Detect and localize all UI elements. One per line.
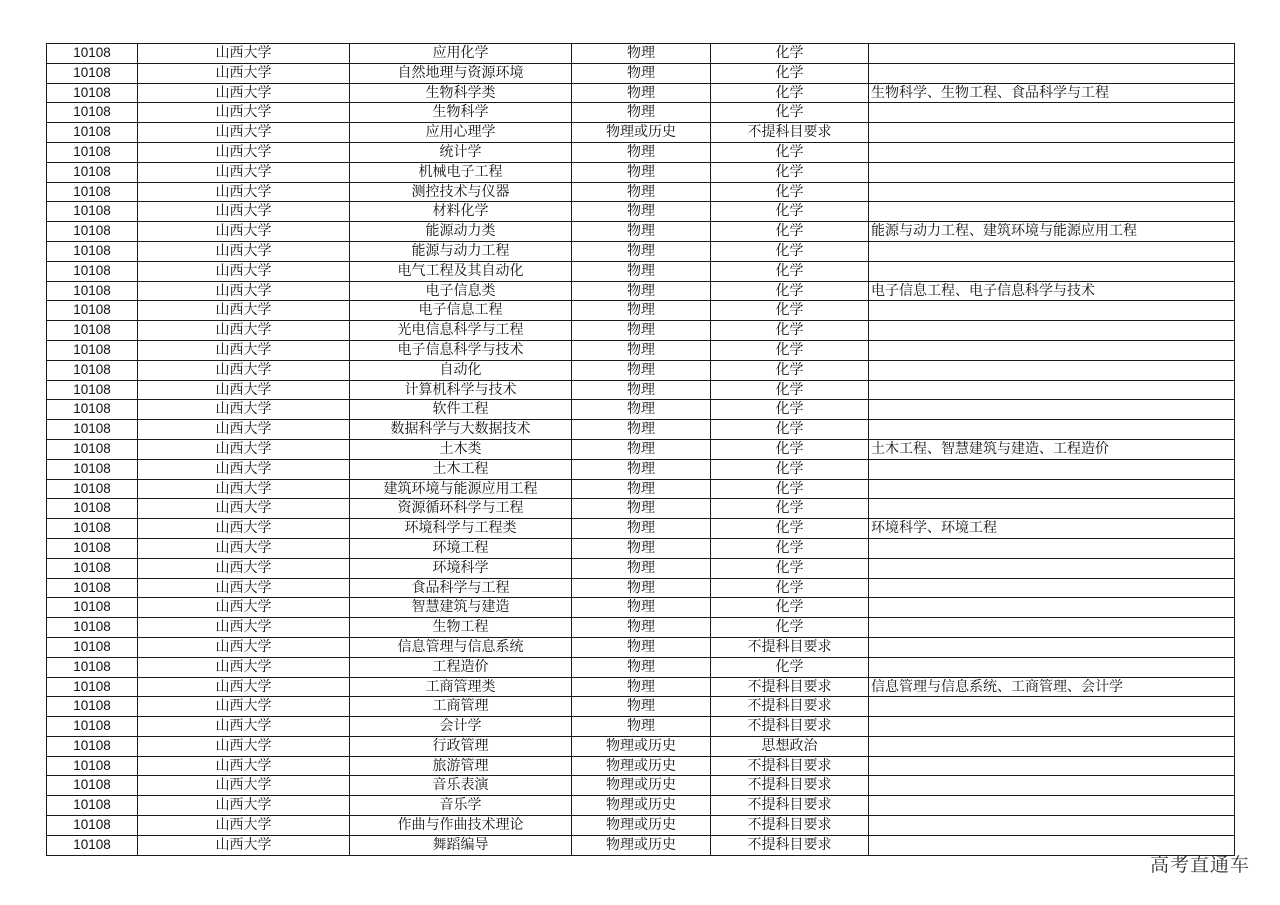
school-code-cell: 10108 [47,123,138,143]
second-subject-cell: 化学 [711,162,869,182]
second-subject-cell: 化学 [711,657,869,677]
first-subject-cell: 物理 [572,400,711,420]
included-majors-cell [869,618,1235,638]
second-subject-cell: 化学 [711,340,869,360]
major-name-cell: 数据科学与大数据技术 [350,420,572,440]
second-subject-cell: 化学 [711,281,869,301]
first-subject-cell: 物理 [572,63,711,83]
school-code-cell: 10108 [47,637,138,657]
table-row [47,816,1235,836]
included-majors-cell [869,598,1235,618]
first-subject-cell: 物理 [572,420,711,440]
first-subject-cell: 物理 [572,44,711,64]
second-subject-cell: 化学 [711,519,869,539]
first-subject-cell: 物理 [572,281,711,301]
first-subject-cell: 物理 [572,618,711,638]
included-majors-cell [869,123,1235,143]
school-name-cell: 山西大学 [138,162,350,182]
school-name-cell: 山西大学 [138,301,350,321]
school-code-cell: 10108 [47,677,138,697]
included-majors-cell: 电子信息工程、电子信息科学与技术 [869,281,1235,301]
included-majors-cell [869,538,1235,558]
table-row [47,776,1235,796]
school-name-cell: 山西大学 [138,479,350,499]
table-row [47,796,1235,816]
second-subject-cell: 不提科目要求 [711,717,869,737]
school-code-cell: 10108 [47,241,138,261]
school-code-cell: 10108 [47,340,138,360]
major-name-cell: 光电信息科学与工程 [350,321,572,341]
school-code-cell: 10108 [47,182,138,202]
school-code-cell: 10108 [47,222,138,242]
table-row [47,578,1235,598]
school-code-cell: 10108 [47,202,138,222]
school-code-cell: 10108 [47,598,138,618]
table-row [47,222,1235,242]
second-subject-cell: 化学 [711,241,869,261]
major-name-cell: 工商管理 [350,697,572,717]
included-majors-cell [869,202,1235,222]
school-code-cell: 10108 [47,142,138,162]
included-majors-cell [869,756,1235,776]
table-row [47,717,1235,737]
table-row [47,63,1235,83]
school-name-cell: 山西大学 [138,380,350,400]
second-subject-cell: 不提科目要求 [711,697,869,717]
included-majors-cell [869,182,1235,202]
major-name-cell: 智慧建筑与建造 [350,598,572,618]
major-name-cell: 电子信息科学与技术 [350,340,572,360]
second-subject-cell: 化学 [711,261,869,281]
first-subject-cell: 物理 [572,182,711,202]
first-subject-cell: 物理 [572,657,711,677]
second-subject-cell: 化学 [711,459,869,479]
first-subject-cell: 物理 [572,261,711,281]
major-name-cell: 行政管理 [350,736,572,756]
second-subject-cell: 不提科目要求 [711,796,869,816]
table-row [47,142,1235,162]
table-row [47,400,1235,420]
major-name-cell: 土木类 [350,439,572,459]
major-name-cell: 应用心理学 [350,123,572,143]
school-name-cell: 山西大学 [138,776,350,796]
first-subject-cell: 物理 [572,717,711,737]
second-subject-cell: 化学 [711,558,869,578]
school-name-cell: 山西大学 [138,598,350,618]
table-row [47,459,1235,479]
school-name-cell: 山西大学 [138,657,350,677]
second-subject-cell: 不提科目要求 [711,756,869,776]
school-code-cell: 10108 [47,578,138,598]
first-subject-cell: 物理 [572,103,711,123]
school-name-cell: 山西大学 [138,261,350,281]
included-majors-cell [869,736,1235,756]
second-subject-cell: 化学 [711,538,869,558]
second-subject-cell: 不提科目要求 [711,677,869,697]
school-code-cell: 10108 [47,83,138,103]
first-subject-cell: 物理 [572,360,711,380]
table-row [47,281,1235,301]
table-row [47,736,1235,756]
included-majors-cell [869,816,1235,836]
first-subject-cell: 物理 [572,519,711,539]
major-name-cell: 作曲与作曲技术理论 [350,816,572,836]
second-subject-cell: 化学 [711,83,869,103]
school-name-cell: 山西大学 [138,142,350,162]
first-subject-cell: 物理 [572,142,711,162]
first-subject-cell: 物理 [572,558,711,578]
table-row [47,360,1235,380]
school-code-cell: 10108 [47,103,138,123]
included-majors-cell [869,697,1235,717]
school-name-cell: 山西大学 [138,835,350,855]
second-subject-cell: 化学 [711,202,869,222]
included-majors-cell [869,479,1235,499]
major-name-cell: 软件工程 [350,400,572,420]
table-row [47,677,1235,697]
school-code-cell: 10108 [47,736,138,756]
first-subject-cell: 物理 [572,380,711,400]
included-majors-cell [869,103,1235,123]
school-code-cell: 10108 [47,360,138,380]
major-name-cell: 测控技术与仪器 [350,182,572,202]
table-row [47,558,1235,578]
major-name-cell: 土木工程 [350,459,572,479]
major-name-cell: 信息管理与信息系统 [350,637,572,657]
table-row [47,340,1235,360]
second-subject-cell: 化学 [711,380,869,400]
included-majors-cell [869,400,1235,420]
first-subject-cell: 物理 [572,202,711,222]
school-name-cell: 山西大学 [138,340,350,360]
first-subject-cell: 物理 [572,162,711,182]
school-code-cell: 10108 [47,479,138,499]
first-subject-cell: 物理 [572,83,711,103]
school-name-cell: 山西大学 [138,83,350,103]
major-name-cell: 环境科学与工程类 [350,519,572,539]
table-row [47,479,1235,499]
included-majors-cell: 生物科学、生物工程、食品科学与工程 [869,83,1235,103]
table-row [47,182,1235,202]
first-subject-cell: 物理 [572,677,711,697]
school-name-cell: 山西大学 [138,459,350,479]
second-subject-cell: 不提科目要求 [711,637,869,657]
included-majors-cell [869,420,1235,440]
table-row [47,519,1235,539]
school-code-cell: 10108 [47,439,138,459]
included-majors-cell: 信息管理与信息系统、工商管理、会计学 [869,677,1235,697]
school-code-cell: 10108 [47,301,138,321]
first-subject-cell: 物理 [572,241,711,261]
included-majors-cell [869,776,1235,796]
included-majors-cell [869,459,1235,479]
included-majors-cell [869,44,1235,64]
school-code-cell: 10108 [47,420,138,440]
second-subject-cell: 化学 [711,479,869,499]
included-majors-cell [869,499,1235,519]
major-name-cell: 电气工程及其自动化 [350,261,572,281]
included-majors-cell [869,637,1235,657]
second-subject-cell: 不提科目要求 [711,123,869,143]
table-row [47,697,1235,717]
first-subject-cell: 物理或历史 [572,835,711,855]
school-code-cell: 10108 [47,499,138,519]
included-majors-cell [869,142,1235,162]
included-majors-cell: 环境科学、环境工程 [869,519,1235,539]
major-name-cell: 资源循环科学与工程 [350,499,572,519]
table-body [47,44,1235,856]
major-name-cell: 自然地理与资源环境 [350,63,572,83]
major-name-cell: 旅游管理 [350,756,572,776]
first-subject-cell: 物理 [572,637,711,657]
major-name-cell: 统计学 [350,142,572,162]
second-subject-cell: 化学 [711,301,869,321]
school-code-cell: 10108 [47,281,138,301]
school-name-cell: 山西大学 [138,420,350,440]
table-row [47,657,1235,677]
first-subject-cell: 物理 [572,222,711,242]
table-row [47,499,1235,519]
school-code-cell: 10108 [47,459,138,479]
school-code-cell: 10108 [47,697,138,717]
major-name-cell: 音乐学 [350,796,572,816]
major-name-cell: 会计学 [350,717,572,737]
second-subject-cell: 化学 [711,360,869,380]
first-subject-cell: 物理 [572,321,711,341]
second-subject-cell: 化学 [711,63,869,83]
second-subject-cell: 化学 [711,578,869,598]
school-code-cell: 10108 [47,321,138,341]
included-majors-cell [869,241,1235,261]
school-code-cell: 10108 [47,618,138,638]
school-name-cell: 山西大学 [138,281,350,301]
first-subject-cell: 物理或历史 [572,816,711,836]
school-name-cell: 山西大学 [138,816,350,836]
second-subject-cell: 化学 [711,142,869,162]
first-subject-cell: 物理 [572,578,711,598]
school-name-cell: 山西大学 [138,439,350,459]
included-majors-cell [869,657,1235,677]
school-code-cell: 10108 [47,717,138,737]
major-name-cell: 材料化学 [350,202,572,222]
major-name-cell: 机械电子工程 [350,162,572,182]
school-code-cell: 10108 [47,835,138,855]
included-majors-cell [869,717,1235,737]
school-name-cell: 山西大学 [138,222,350,242]
school-code-cell: 10108 [47,776,138,796]
second-subject-cell: 化学 [711,222,869,242]
school-code-cell: 10108 [47,63,138,83]
school-name-cell: 山西大学 [138,796,350,816]
table-row [47,439,1235,459]
major-name-cell: 工商管理类 [350,677,572,697]
school-name-cell: 山西大学 [138,736,350,756]
first-subject-cell: 物理 [572,697,711,717]
second-subject-cell: 化学 [711,182,869,202]
second-subject-cell: 化学 [711,321,869,341]
table-row [47,83,1235,103]
included-majors-cell [869,321,1235,341]
school-name-cell: 山西大学 [138,321,350,341]
table-row [47,103,1235,123]
major-name-cell: 计算机科学与技术 [350,380,572,400]
subject-requirements-table-wrap [46,43,1235,856]
table-row [47,162,1235,182]
second-subject-cell: 化学 [711,420,869,440]
school-code-cell: 10108 [47,261,138,281]
second-subject-cell: 化学 [711,400,869,420]
included-majors-cell [869,162,1235,182]
major-name-cell: 能源动力类 [350,222,572,242]
table-row [47,44,1235,64]
subject-requirements-table [46,43,1235,856]
table-row [47,202,1235,222]
first-subject-cell: 物理 [572,499,711,519]
second-subject-cell: 不提科目要求 [711,776,869,796]
table-row [47,321,1235,341]
school-code-cell: 10108 [47,519,138,539]
major-name-cell: 工程造价 [350,657,572,677]
major-name-cell: 生物科学 [350,103,572,123]
school-name-cell: 山西大学 [138,618,350,638]
table-row [47,301,1235,321]
school-name-cell: 山西大学 [138,123,350,143]
school-name-cell: 山西大学 [138,637,350,657]
school-name-cell: 山西大学 [138,400,350,420]
included-majors-cell [869,63,1235,83]
table-row [47,380,1235,400]
school-name-cell: 山西大学 [138,182,350,202]
school-code-cell: 10108 [47,380,138,400]
school-name-cell: 山西大学 [138,558,350,578]
watermark-text: 高考直通车 [1149,854,1250,876]
table-row [47,123,1235,143]
major-name-cell: 环境工程 [350,538,572,558]
included-majors-cell [869,796,1235,816]
included-majors-cell [869,558,1235,578]
school-code-cell: 10108 [47,538,138,558]
first-subject-cell: 物理 [572,301,711,321]
school-code-cell: 10108 [47,400,138,420]
included-majors-cell: 能源与动力工程、建筑环境与能源应用工程 [869,222,1235,242]
first-subject-cell: 物理或历史 [572,776,711,796]
table-row [47,241,1235,261]
table-row [47,835,1235,855]
school-name-cell: 山西大学 [138,538,350,558]
school-code-cell: 10108 [47,558,138,578]
major-name-cell: 音乐表演 [350,776,572,796]
school-name-cell: 山西大学 [138,241,350,261]
first-subject-cell: 物理 [572,479,711,499]
included-majors-cell: 土木工程、智慧建筑与建造、工程造价 [869,439,1235,459]
included-majors-cell [869,340,1235,360]
school-name-cell: 山西大学 [138,360,350,380]
included-majors-cell [869,301,1235,321]
table-row [47,637,1235,657]
school-name-cell: 山西大学 [138,697,350,717]
major-name-cell: 建筑环境与能源应用工程 [350,479,572,499]
second-subject-cell: 化学 [711,439,869,459]
first-subject-cell: 物理 [572,340,711,360]
first-subject-cell: 物理或历史 [572,756,711,776]
school-code-cell: 10108 [47,816,138,836]
included-majors-cell [869,380,1235,400]
major-name-cell: 电子信息工程 [350,301,572,321]
major-name-cell: 自动化 [350,360,572,380]
table-row [47,756,1235,776]
included-majors-cell [869,578,1235,598]
first-subject-cell: 物理或历史 [572,796,711,816]
school-code-cell: 10108 [47,756,138,776]
included-majors-cell [869,261,1235,281]
included-majors-cell [869,360,1235,380]
major-name-cell: 应用化学 [350,44,572,64]
second-subject-cell: 不提科目要求 [711,835,869,855]
school-name-cell: 山西大学 [138,63,350,83]
school-code-cell: 10108 [47,657,138,677]
school-name-cell: 山西大学 [138,677,350,697]
second-subject-cell: 不提科目要求 [711,816,869,836]
major-name-cell: 生物工程 [350,618,572,638]
first-subject-cell: 物理 [572,459,711,479]
second-subject-cell: 化学 [711,499,869,519]
second-subject-cell: 化学 [711,44,869,64]
first-subject-cell: 物理 [572,439,711,459]
school-name-cell: 山西大学 [138,519,350,539]
major-name-cell: 能源与动力工程 [350,241,572,261]
school-name-cell: 山西大学 [138,499,350,519]
major-name-cell: 电子信息类 [350,281,572,301]
school-name-cell: 山西大学 [138,756,350,776]
major-name-cell: 环境科学 [350,558,572,578]
school-code-cell: 10108 [47,796,138,816]
school-name-cell: 山西大学 [138,578,350,598]
table-row [47,261,1235,281]
first-subject-cell: 物理或历史 [572,736,711,756]
second-subject-cell: 化学 [711,598,869,618]
second-subject-cell: 化学 [711,103,869,123]
major-name-cell: 生物科学类 [350,83,572,103]
major-name-cell: 舞蹈编导 [350,835,572,855]
school-code-cell: 10108 [47,44,138,64]
school-name-cell: 山西大学 [138,44,350,64]
first-subject-cell: 物理或历史 [572,123,711,143]
school-name-cell: 山西大学 [138,202,350,222]
school-name-cell: 山西大学 [138,103,350,123]
school-code-cell: 10108 [47,162,138,182]
second-subject-cell: 思想政治 [711,736,869,756]
school-name-cell: 山西大学 [138,717,350,737]
table-row [47,618,1235,638]
table-row [47,538,1235,558]
first-subject-cell: 物理 [572,538,711,558]
major-name-cell: 食品科学与工程 [350,578,572,598]
table-row [47,598,1235,618]
first-subject-cell: 物理 [572,598,711,618]
table-row [47,420,1235,440]
second-subject-cell: 化学 [711,618,869,638]
